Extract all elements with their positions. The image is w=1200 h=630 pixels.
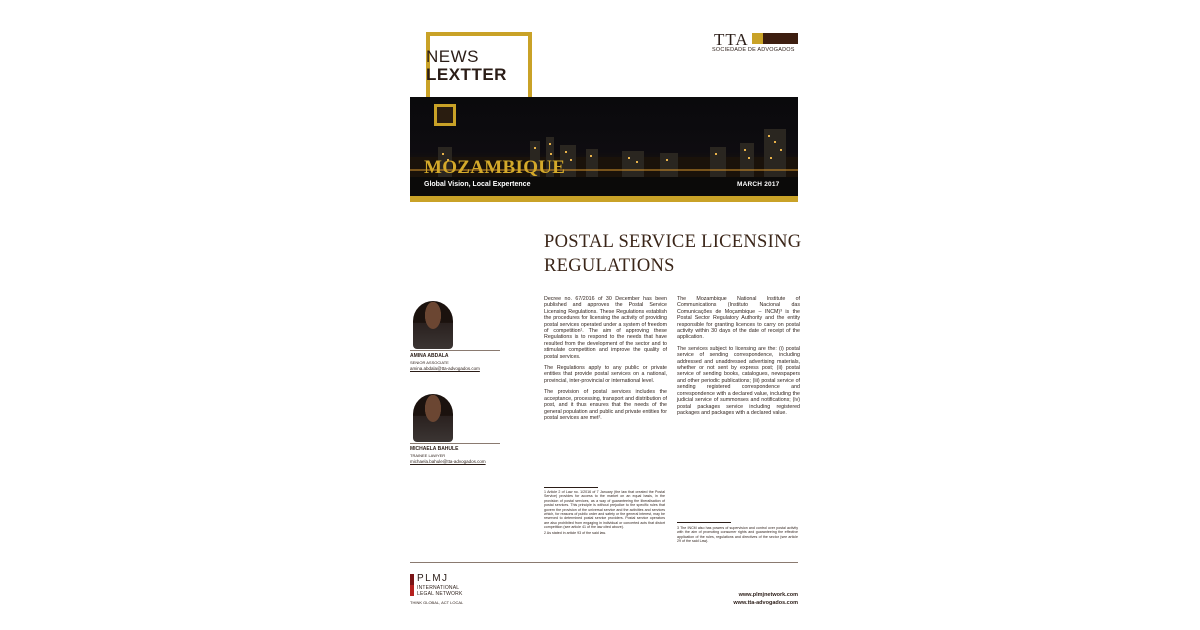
plmj-tagline: THINK GLOBAL, ACT LOCAL: [410, 600, 464, 605]
paragraph: Decree no. 67/2016 of 30 December has been published and approves the Postal Service Licensing Regulations. These Regulations establish the procedures for licensing the activity of providing postal services operated under a system of freedom of competition¹. The aim of approving these Regulations is to respond to the needs that have resulted from the development of the sector and to stimulate competition and improve the quality of postal services.: [544, 296, 667, 360]
plmj-logo-text: PLMJ: [417, 573, 449, 584]
author-card: [410, 394, 500, 464]
newsletter-word-news: NEWS: [426, 47, 479, 66]
tta-website-link[interactable]: www.tta-advogados.com: [733, 600, 798, 606]
author-name: AMINA ABDALA: [410, 353, 449, 359]
author-email-link[interactable]: amina.abdala@tta-advogados.com: [410, 366, 480, 371]
paragraph: The Regulations apply to any public or private entities that provide postal services on a national, provincial, inter-provincial or international level.: [544, 365, 667, 384]
footnote: 2 As stated in article 93 of the said law.: [544, 530, 606, 535]
author-role: TRAINEE LAWYER: [410, 453, 446, 458]
newsletter-logo-square: [434, 104, 456, 126]
tta-logo-brown-block: [763, 33, 798, 44]
plmj-website-link[interactable]: www.plmjnetwork.com: [738, 592, 798, 598]
paragraph: The Mozambique National Institute of Communications (Instituto Nacional das Comunicações de Moçambique – INCM)³ is the Postal Sector Regulatory Authority and the entity responsible for granting licences to carry on postal activity within 30 days of the date of receipt of the application.: [677, 296, 800, 341]
footnotes-left: [544, 490, 665, 536]
body-column-right: [677, 296, 800, 421]
footnote-divider: [544, 487, 598, 488]
country-heading: MOZAMBIQUE: [424, 157, 566, 178]
tta-firm-name: SOCIEDADE DE ADVOGADOS: [712, 47, 795, 53]
footnotes-right: [677, 526, 798, 545]
footnote-divider: [677, 522, 731, 523]
tta-logo-text: TTA: [714, 30, 749, 49]
body-column-left: [544, 296, 667, 426]
author-card: [410, 301, 500, 371]
footer-divider: [410, 562, 798, 563]
issue-date: MARCH 2017: [737, 181, 780, 188]
tta-logo-gold-block: [752, 33, 763, 44]
newsletter-word-lextter: LEXTTER: [426, 65, 507, 84]
divider: [410, 350, 500, 351]
plmj-logo-mark-dark: [410, 574, 414, 585]
plmj-network-line2: LEGAL NETWORK: [417, 591, 463, 597]
paragraph: The provision of postal services includes the acceptance, processing, transport and distribution of post, and it thus ensures that the needs of the general population and public and private entities for postal services are met².: [544, 389, 667, 421]
plmj-logo-mark-red: [410, 585, 414, 596]
author-role: SENIOR ASSOCIATE: [410, 360, 449, 365]
avatar: [413, 394, 453, 442]
article-title: POSTAL SERVICE LICENSING REGULATIONS: [544, 232, 802, 276]
paragraph: The services subject to licensing are the: (i) postal service of sending correspondence, including addressed and unaddressed advertising materials, whether or not sent by express post; (ii) postal service of sending books, catalogues, newspapers and other periodic publications; (iii) postal service of sending registered correspondence and correspondence with a declared value, including the judicial service of summonses and notifications; (iv) postal packages service including registered packages and packages with a declared value.: [677, 345, 800, 416]
footer-links: [733, 591, 798, 607]
divider: [410, 443, 500, 444]
footnote: 3 The INCM also has powers of supervision and control over postal activity with the aim of promoting consumer rights and guaranteeing the effective application of the rules, regulations and directives of the sector (see article 29 of the said Law).: [677, 526, 798, 544]
author-email-link[interactable]: michaela.bahule@tta-advogados.com: [410, 459, 486, 464]
footnote: 1 Article 2 of Law no. 1/2016 of 7 January (the law that created the Postal Service) provides for access to the market on an equal basis, in the provision of postal services, as a way of guaranteeing the liberalisation of postal services. This principle is without prejudice to the specific rules that govern the provision of the universal service and the activities and services which, for reasons of public order and safety or the general interest, may be reserved to determined postal service providers. Postal service operators are also prohibited from engaging in individual or concerted acts that distort competition (see article 41 of the law cited above).: [544, 490, 665, 530]
banner-gold-stripe: [410, 196, 798, 202]
tagline: Global Vision, Local Expertence: [424, 181, 531, 188]
plmj-network-line1: INTERNATIONAL: [417, 585, 460, 591]
author-name: MICHAELA BAHULE: [410, 446, 459, 452]
avatar: [413, 301, 453, 349]
newsletter-logo: [426, 48, 507, 84]
